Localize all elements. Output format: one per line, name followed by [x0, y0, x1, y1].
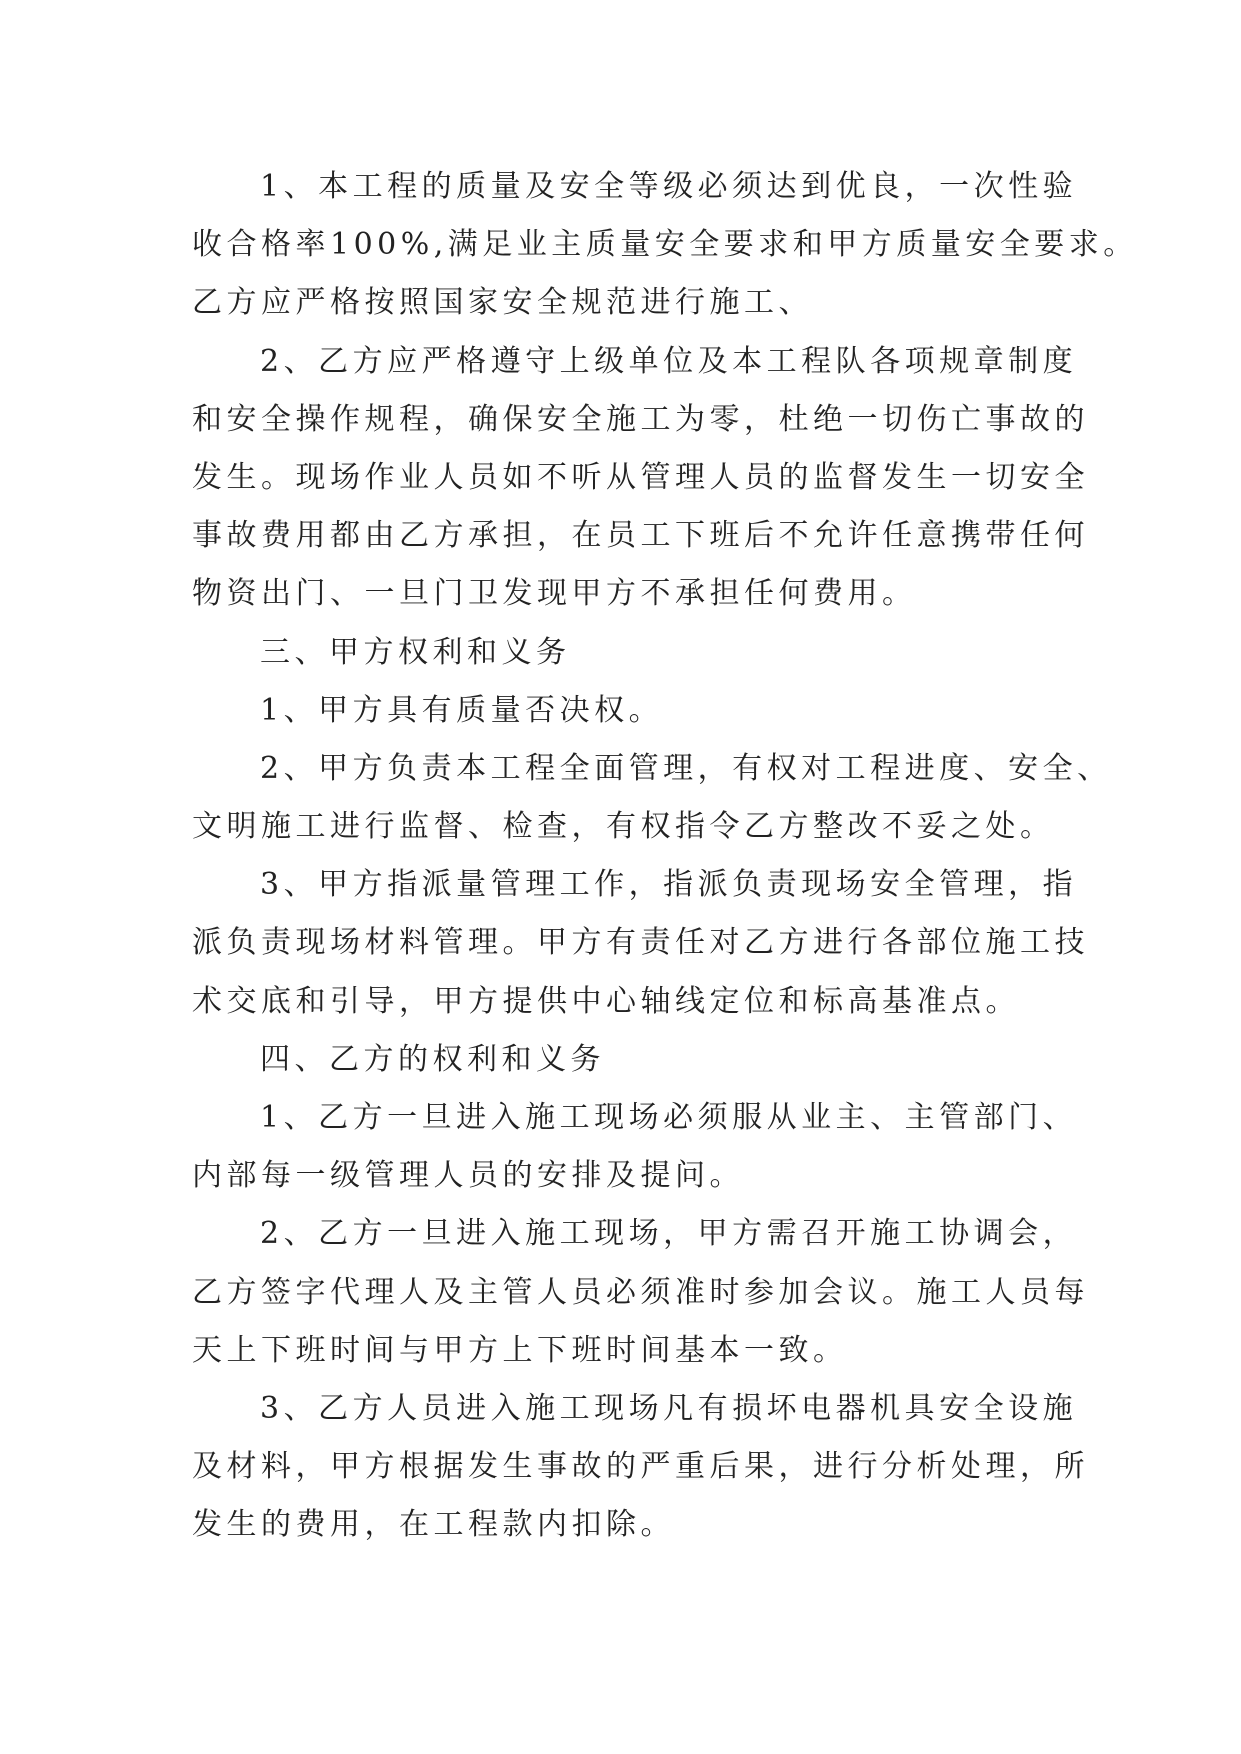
text-line: 2、甲方负责本工程全面管理，有权对工程进度、安全、	[260, 750, 1112, 786]
text-line: 术交底和引导，甲方提供中心轴线定位和标高基准点。	[192, 983, 1020, 1019]
document-body	[192, 158, 1138, 1555]
text-line: 收合格率100%,满足业主质量安全要求和甲方质量安全要求。	[192, 227, 1138, 263]
text-line: 发生的费用，在工程款内扣除。	[192, 1507, 675, 1543]
text-line: 乙方应严格按照国家安全规范进行施工、	[192, 285, 813, 321]
text-line: 三、甲方权利和义务	[260, 634, 571, 670]
text-line: 1、乙方一旦进入施工现场必须服从业主、主管部门、	[260, 1100, 1078, 1135]
text-line: 3、乙方人员进入施工现场凡有损坏电器机具安全设施	[260, 1390, 1078, 1426]
text-line: 内部每一级管理人员的安排及提问。	[192, 1158, 744, 1194]
text-line: 派负责现场材料管理。甲方有责任对乙方进行各部位施工技	[192, 925, 1089, 961]
text-line: 乙方签字代理人及主管人员必须准时参加会议。施工人员每	[192, 1274, 1089, 1310]
text-line: 四、乙方的权利和义务	[260, 1041, 605, 1077]
text-line: 和安全操作规程，确保安全施工为零，杜绝一切伤亡事故的	[192, 401, 1089, 437]
text-line: 事故费用都由乙方承担，在员工下班后不允许任意携带任何	[192, 518, 1089, 554]
text-line: 1、甲方具有质量否决权。	[260, 692, 664, 728]
text-line: 2、乙方一旦进入施工现场，甲方需召开施工协调会，	[260, 1216, 1078, 1252]
text-line: 文明施工进行监督、检查，有权指令乙方整改不妥之处。	[192, 809, 1055, 845]
text-line: 2、乙方应严格遵守上级单位及本工程队各项规章制度	[260, 343, 1078, 379]
text-line: 3、甲方指派量管理工作，指派负责现场安全管理，指	[260, 867, 1078, 903]
text-line: 发生。现场作业人员如不听从管理人员的监督发生一切安全	[192, 459, 1089, 495]
text-line: 及材料，甲方根据发生事故的严重后果，进行分析处理，所	[192, 1449, 1089, 1485]
text-line: 物资出门、一旦门卫发现甲方不承担任何费用。	[192, 576, 917, 612]
text-line: 1、本工程的质量及安全等级必须达到优良，一次性验	[260, 169, 1078, 204]
text-line: 天上下班时间与甲方上下班时间基本一致。	[192, 1332, 848, 1368]
